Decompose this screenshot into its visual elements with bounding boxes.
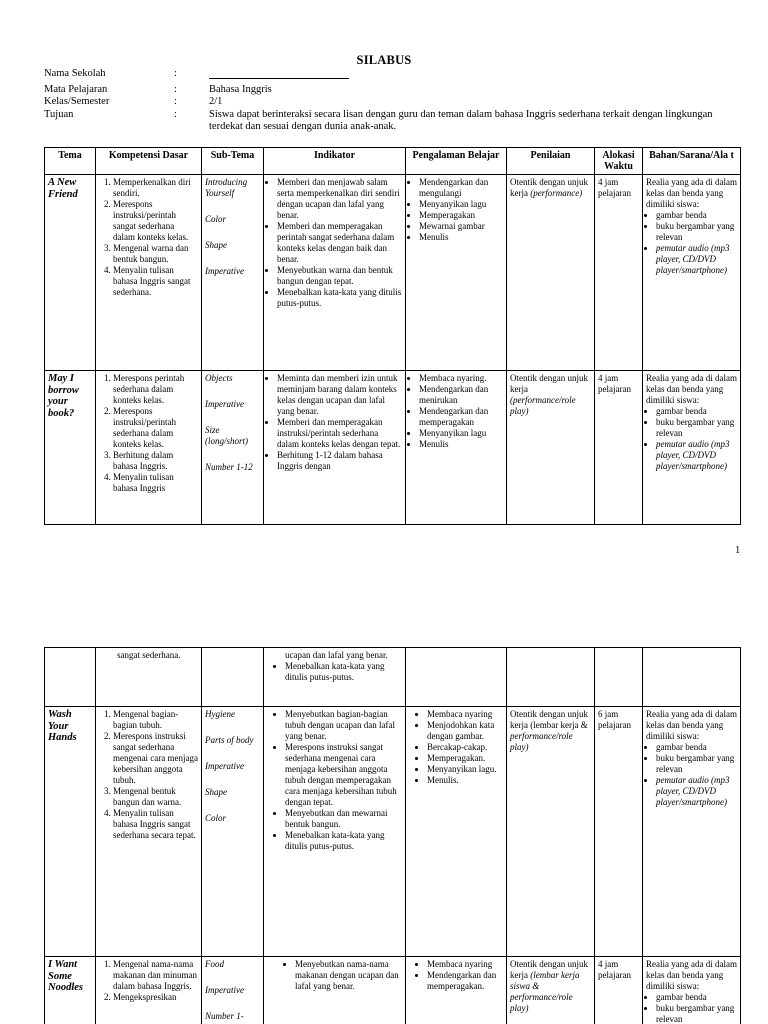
penilaian-italic: (performance) — [530, 188, 583, 198]
indikator-cell — [264, 371, 406, 525]
penilaian-cell — [507, 648, 595, 707]
subtema-item: Introducing Yourself — [205, 177, 248, 198]
penilaian-cell — [507, 371, 595, 525]
list-item: • Mendengarkan dan memperagakan — [419, 406, 503, 428]
subtema-item: Food — [205, 959, 224, 969]
list-item: 1. Merespons perintah sederhana dalam konteks kelas. — [113, 373, 198, 406]
list-item: • Memberi dan memperagakan perintah sangat sederhana dalam konteks kelas dengan baik dan benar. — [277, 221, 402, 265]
meta-label: Tujuan — [44, 108, 74, 120]
kd-cell — [96, 957, 202, 1024]
document-title: SILABUS — [356, 53, 412, 67]
penilaian-text: Otentik dengan unjuk kerja — [510, 177, 588, 198]
subtema-cell — [202, 707, 264, 957]
tema-cell: Wash Your Hands — [45, 707, 96, 957]
list-item: • pemutar audio (mp3 player, CD/DVD player/smartphone) — [656, 439, 737, 472]
pengalaman-cell — [406, 707, 507, 957]
subtema-cell — [202, 957, 264, 1024]
blank-line — [209, 68, 349, 79]
list-item: • Memperagakan. — [427, 753, 503, 764]
meta-label: Mata Pelajaran — [44, 83, 108, 95]
list-item: 2. Merespons instruksi/perintah sederhana dalam konteks kelas. — [113, 406, 198, 450]
alokasi-cell: 4 jam pelajaran — [595, 371, 643, 525]
meta-colon: : — [174, 83, 177, 95]
kd-continuation: sangat sederhana. — [117, 650, 181, 660]
list-item: • Merespons instruksi sangat sederhana mengenai cara menjaga kebersihan anggota tubuh dengan memperagakan cara menjaga kebersihan tubuh dengan tepat. — [285, 742, 402, 808]
indikator-continuation: ucapan dan lafal yang benar. — [285, 650, 388, 660]
list-item: • Menyebutkan dan mewarnai bentuk bangun. — [285, 808, 402, 830]
alokasi-cell — [595, 648, 643, 707]
list-item: 1. Mengenal bagian-bagian tubuh. — [113, 709, 198, 731]
indikator-cell — [264, 175, 406, 371]
penilaian-text: Otentik dengan unjuk kerja — [510, 373, 588, 394]
bahan-cell — [643, 707, 741, 957]
page-number: 1 — [735, 545, 741, 556]
alokasi-cell: 4 jam pelajaran — [595, 957, 643, 1024]
pengalaman-cell — [406, 175, 507, 371]
tema-cell: I Want Some Noodles — [45, 957, 96, 1024]
subtema-item: Shape — [205, 240, 227, 250]
subtema-cell — [202, 648, 264, 707]
list-item: • Menyanyikan lagu — [419, 428, 503, 439]
kd-cell — [96, 371, 202, 525]
list-item: • Menjodohkan kata dengan gambar. — [427, 720, 503, 742]
list-item: • Membaca nyaring — [427, 959, 503, 970]
list-item: • gambar benda — [656, 742, 737, 753]
penilaian-italic: (lembar kerja siswa & performance/role play) — [510, 970, 580, 1013]
list-item: 1. Mengenal nama-nama makanan dan minuman dalam bahasa Inggris. — [113, 959, 198, 992]
table-row-continuation — [45, 648, 741, 707]
meta-value: 2/1 — [209, 96, 223, 107]
meta-value: Bahasa Inggris — [209, 83, 272, 95]
list-item: • buku bergambar yang relevan — [656, 221, 737, 243]
list-item: • Menyanyikan lagu. — [427, 764, 503, 775]
subtema-cell — [202, 371, 264, 525]
header-indikator: Indikator — [264, 148, 406, 175]
list-item: • Menebalkan kata-kata yang ditulis putus-putus. — [285, 830, 402, 852]
list-item: • Menulis — [419, 439, 503, 450]
subtema-item: Number 1- — [205, 1011, 244, 1021]
header-kompetensi: Kompetensi Dasar — [96, 148, 202, 175]
table-row — [45, 175, 741, 371]
list-item: 4. Menyalin tulisan bahasa Inggris sangat sederhana secara tepat. — [113, 808, 198, 841]
list-item: • Menebalkan kata-kata yang ditulis putus-putus. — [277, 287, 402, 309]
alokasi-cell: 4 jam pelajaran — [595, 175, 643, 371]
penilaian-cell — [507, 707, 595, 957]
page-gap — [0, 580, 768, 645]
penilaian-text: Otentik dengan unjuk kerja — [510, 959, 588, 980]
subtema-item: Parts of body — [205, 735, 254, 745]
list-item: 2. Merespons instruksi/perintah sangat sederhana dalam konteks kelas. — [113, 199, 198, 243]
list-item: • pemutar audio (mp3 player, CD/DVD player/smartphone) — [656, 243, 737, 276]
list-item: 3. Mengenal bentuk bangun dan warna. — [113, 786, 198, 808]
list-item: • Menyanyikan lagu — [419, 199, 503, 210]
meta-value — [209, 68, 734, 84]
page-2 — [0, 645, 768, 1024]
list-item: • Menyebutkan bagian-bagian tubuh dengan ucapan dan lafal yang benar. — [285, 709, 402, 742]
meta-colon: : — [174, 68, 177, 79]
document-meta — [44, 68, 734, 134]
syllabus-table-continued — [44, 647, 741, 1024]
list-item: • buku bergambar yang relevan — [656, 1003, 737, 1024]
list-item: • gambar benda — [656, 210, 737, 221]
subtema-item: Imperative — [205, 266, 244, 276]
list-item: 4. Menyalin tulisan bahasa Inggris sangat sederhana. — [113, 265, 198, 298]
pengalaman-cell — [406, 648, 507, 707]
header-bahan: Bahan/Sarana/Ala t — [643, 148, 741, 175]
header-subtema: Sub-Tema — [202, 148, 264, 175]
list-item: 2. Mengekspresikan — [113, 992, 198, 1003]
list-item: • Menyebutkan warna dan bentuk bangun dengan tepat. — [277, 265, 402, 287]
header-alokasi: Alokasi Waktu — [595, 148, 643, 175]
list-item: • gambar benda — [656, 406, 737, 417]
meta-colon: : — [174, 108, 177, 120]
indikator-cell — [264, 957, 406, 1024]
header-tema: Tema — [45, 148, 96, 175]
tema-cell: A New Friend — [45, 175, 96, 371]
list-item: • Memperagakan — [419, 210, 503, 221]
subtema-item: Shape — [205, 787, 227, 797]
list-item: • Bercakap-cakap. — [427, 742, 503, 753]
list-item: • Mendengarkan dan mengulangi — [419, 177, 503, 199]
pengalaman-cell — [406, 371, 507, 525]
list-item: • Menulis — [419, 232, 503, 243]
meta-row-school — [44, 68, 734, 84]
table-row — [45, 957, 741, 1024]
meta-colon: : — [174, 96, 177, 107]
subtema-item: Hygiene — [205, 709, 235, 719]
meta-row-goal — [44, 109, 734, 134]
subtema-item: Size (long/short) — [205, 425, 249, 446]
header-penilaian: Penilaian — [507, 148, 595, 175]
subtema-item: Color — [205, 214, 227, 224]
pengalaman-cell — [406, 957, 507, 1024]
bahan-cell — [643, 648, 741, 707]
list-item: • Menyebutkan nama-nama makanan dengan ucapan dan lafal yang benar. — [295, 959, 402, 992]
list-item: • Berhitung 1-12 dalam bahasa Inggris dengan — [277, 450, 402, 472]
meta-row-class — [44, 96, 734, 109]
list-item: • Mewarnai gambar — [419, 221, 503, 232]
subtema-item: Imperative — [205, 761, 244, 771]
list-item: • buku bergambar yang relevan — [656, 753, 737, 775]
subtema-item: Number 1-12 — [205, 462, 253, 472]
bahan-cell — [643, 175, 741, 371]
list-item: • Mendengarkan dan menirukan — [419, 384, 503, 406]
list-item: 4. Menyalin tulisan bahasa Inggris — [113, 472, 198, 494]
table-row — [45, 707, 741, 957]
list-item: 1. Memperkenalkan diri sendiri. — [113, 177, 198, 199]
subtema-item: Color — [205, 813, 227, 823]
meta-row-subject — [44, 84, 734, 97]
table-header-row — [45, 148, 741, 175]
list-item: • gambar benda — [656, 992, 737, 1003]
list-item: • Meminta dan memberi izin untuk meminjam barang dalam konteks kelas dengan ucapan dan lafal yang benar. — [277, 373, 402, 417]
penilaian-cell — [507, 175, 595, 371]
list-item: • Membaca nyaring — [427, 709, 503, 720]
bahan-intro: Realia yang ada di dalam kelas dan benda yang dimiliki siswa: — [646, 959, 737, 991]
list-item: • buku bergambar yang relevan — [656, 417, 737, 439]
subtema-item: Objects — [205, 373, 233, 383]
alokasi-cell: 6 jam pelajaran — [595, 707, 643, 957]
list-item: • Memberi dan menjawab salam serta memperkenalkan diri sendiri dengan ucapan dan lafal yang benar. — [277, 177, 402, 221]
subtema-cell — [202, 175, 264, 371]
meta-label: Kelas/Semester — [44, 96, 110, 107]
table-row — [45, 371, 741, 525]
list-item: 3. Mengenal warna dan bentuk bangun. — [113, 243, 198, 265]
penilaian-cell — [507, 957, 595, 1024]
bahan-cell — [643, 957, 741, 1024]
list-item: • Membaca nyaring. — [419, 373, 503, 384]
kd-cell — [96, 648, 202, 707]
list-item: • Mendengarkan dan memperagakan. — [427, 970, 503, 992]
bahan-intro: Realia yang ada di dalam kelas dan benda yang dimiliki siswa: — [646, 709, 737, 741]
bahan-cell — [643, 371, 741, 525]
list-item: • Memberi dan memperagakan instruksi/perintah sederhana dalam konteks kelas dengan tepat. — [277, 417, 402, 450]
list-item: • pemutar audio (mp3 player, CD/DVD player/smartphone) — [656, 775, 737, 808]
kd-cell — [96, 175, 202, 371]
bahan-intro: Realia yang ada di dalam kelas dan benda yang dimiliki siswa: — [646, 373, 737, 405]
bahan-intro: Realia yang ada di dalam kelas dan benda yang dimiliki siswa: — [646, 177, 737, 209]
syllabus-table — [44, 147, 741, 525]
indikator-cell — [264, 648, 406, 707]
meta-value: Siswa dapat berinteraksi secara lisan dengan guru dan teman dalam bahasa Inggris sederhana terkait dengan lingkungan terdekat dan sesuai dengan dunia anak-anak. — [209, 108, 713, 132]
tema-cell — [45, 648, 96, 707]
penilaian-italic: performance/role play) — [510, 731, 573, 752]
list-item: • Menebalkan kata-kata yang ditulis putus-putus. — [285, 661, 402, 683]
list-item: 2. Merespons instruksi sangat sederhana mengenai cara menjaga kebersihan anggota tubuh. — [113, 731, 198, 786]
subtema-item: Imperative — [205, 399, 244, 409]
indikator-cell — [264, 707, 406, 957]
meta-label: Nama Sekolah — [44, 68, 106, 79]
penilaian-italic: (performance/role play) — [510, 395, 576, 416]
penilaian-text: Otentik dengan unjuk kerja (lembar kerja & — [510, 709, 588, 730]
list-item: 3. Berhitung dalam bahasa Inggris. — [113, 450, 198, 472]
subtema-item: Imperative — [205, 985, 244, 995]
header-pengalaman: Pengalaman Belajar — [406, 148, 507, 175]
tema-cell: May I borrow your book? — [45, 371, 96, 525]
list-item: • Menulis. — [427, 775, 503, 786]
kd-cell — [96, 707, 202, 957]
